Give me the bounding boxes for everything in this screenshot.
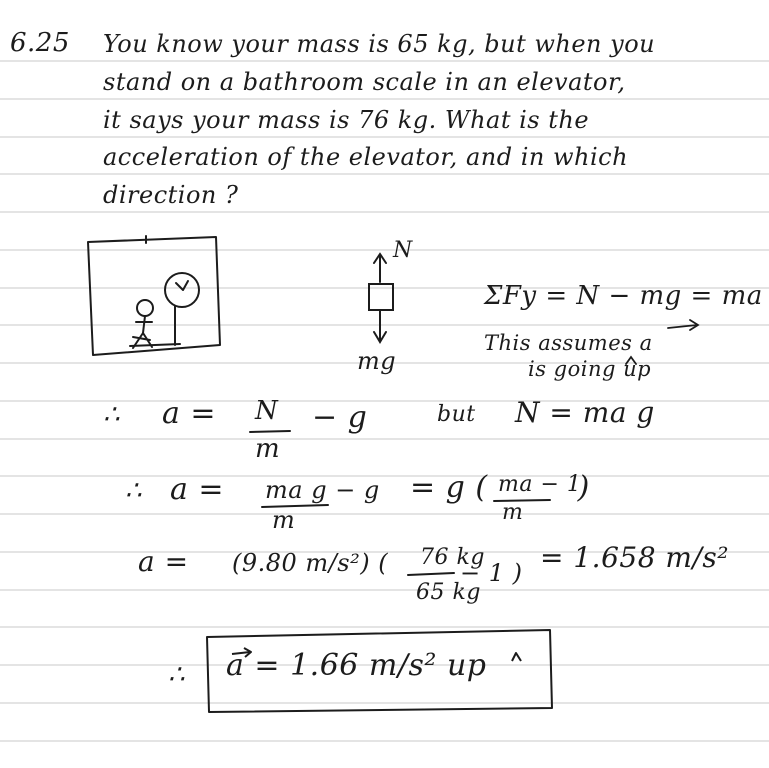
question-line-3: it says your mass is 76 kg. What is the (103, 106, 590, 134)
step2-fraction-denominator: m (272, 506, 296, 534)
step3-lhs: a = (138, 545, 189, 578)
step1-but: but (437, 402, 476, 427)
step2-inner-fraction-numerator: ma − 1 (498, 472, 582, 497)
step1-fraction-numerator: N (255, 396, 279, 426)
step2-rhs-close: ) (577, 470, 590, 505)
normal-force-equation: N = ma g (515, 396, 655, 429)
question-line-4: acceleration of the elevator, and in which (103, 143, 629, 171)
final-answer: a = 1.66 m/s² up (226, 648, 487, 683)
assumption-line-2: is going up (528, 357, 652, 381)
normal-force-label: N (393, 238, 413, 263)
step2-fraction-numerator: ma g − g (265, 476, 380, 504)
step3-fraction-denominator: 65 kg (416, 580, 481, 605)
step1-fraction-denominator: m (255, 434, 281, 464)
step3-minus-one: − 1 ) (460, 559, 523, 587)
step2-rhs-open: = g ( (410, 470, 488, 505)
therefore-symbol: ∴ (103, 400, 121, 430)
therefore-symbol: ∴ (125, 476, 143, 506)
step2-inner-fraction-denominator: m (502, 500, 524, 525)
sum-of-forces-equation: ΣFy = N − mg = ma (484, 281, 763, 311)
question-line-1: You know your mass is 65 kg, but when you (103, 30, 656, 58)
therefore-symbol: ∴ (168, 660, 186, 690)
step1-minus-g: − g (312, 400, 368, 435)
step3-fraction-numerator: 76 kg (420, 545, 485, 570)
assumption-line-1: This assumes a (484, 331, 653, 355)
step2-lhs: a = (170, 472, 225, 507)
free-body-diagram (369, 254, 393, 342)
problem-number: 6.25 (10, 28, 70, 58)
elevator-sketch (88, 236, 220, 355)
question-line-2: stand on a bathroom scale in an elevator, (103, 68, 626, 96)
step3-result: = 1.658 m/s² (540, 541, 729, 574)
step3-substitution: (9.80 m/s²) ( (232, 549, 389, 577)
weight-force-label: mg (357, 347, 397, 375)
step1-lhs: a = (162, 396, 217, 431)
question-line-5: direction ? (103, 181, 239, 209)
